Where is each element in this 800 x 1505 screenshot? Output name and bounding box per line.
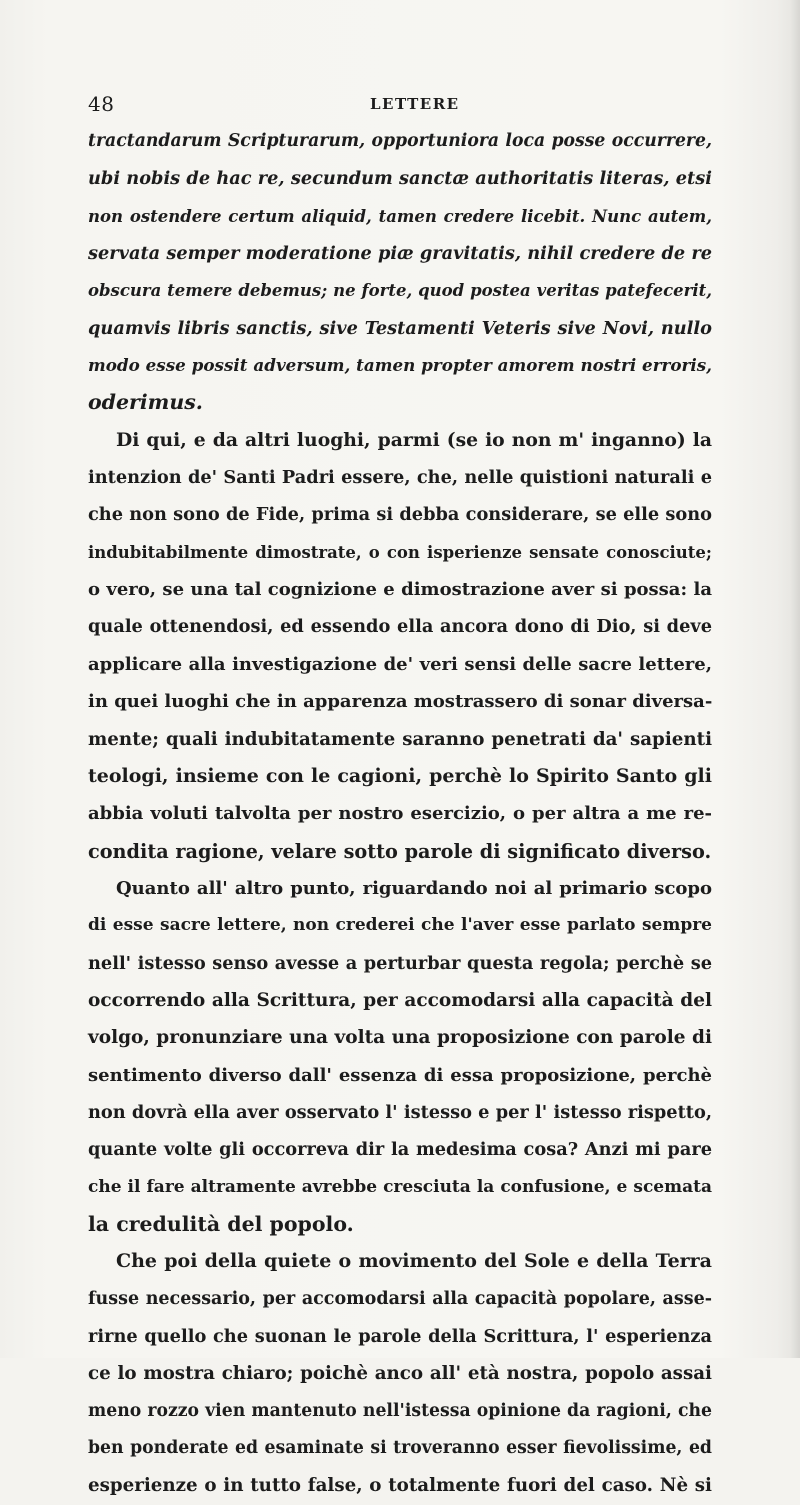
text-line: oderimus. (88, 390, 203, 415)
page-edge-shadow (790, 0, 800, 1358)
running-title: LETTERE (370, 95, 460, 113)
text-line: abbia voluti talvolta per nostro esercizio, o per altra a me re- (88, 803, 712, 825)
text-line: modo esse possit adversum, tamen propter amorem nostri erroris, (88, 355, 712, 376)
text-line: meno rozzo vien mantenuto nell'istessa opinione da ragioni, che (88, 1400, 712, 1421)
text-line: la credulità del popolo. (88, 1211, 354, 1236)
page-header (88, 92, 708, 122)
text-line: che non sono de Fide, prima si debba considerare, se elle sono (88, 504, 712, 526)
text-line: di esse sacre lettere, non crederei che l'aver esse parlato sempre (88, 915, 712, 936)
text-line: o vero, se una tal cognizione e dimostrazione aver si possa: la (88, 579, 712, 601)
text-line: condita ragione, velare sotto parole di significato diverso. (88, 839, 712, 863)
text-line: esperienze o in tutto false, o totalmente fuori del caso. Nè si (88, 1475, 712, 1497)
text-line: ubi nobis de hac re, secundum sanctæ authoritatis literas, etsi (88, 168, 712, 190)
text-line: nell' istesso senso avesse a perturbar questa regola; perchè se (88, 952, 712, 974)
page-number: 48 (88, 92, 115, 116)
text-line: tractandarum Scripturarum, opportuniora loca posse occurrere, (88, 131, 712, 151)
text-line: obscura temere debemus; ne forte, quod postea veritas patefecerit, (88, 281, 712, 301)
text-line: indubitabilmente dimostrate, o con isperienze sensate conosciute; (88, 542, 712, 562)
text-line: non dovrà ella aver osservato l' istesso e per l' istesso rispetto, (88, 1101, 712, 1123)
text-line: intenzion de' Santi Padri essere, che, nelle quistioni naturali e (88, 467, 712, 489)
text-line: servata semper moderatione piæ gravitatis, nihil credere de re (88, 243, 712, 265)
text-line: ce lo mostra chiaro; poichè anco all' età nostra, popolo assai (88, 1363, 712, 1385)
text-line: rirne quello che suonan le parole della Scrittura, l' esperienza (88, 1326, 712, 1347)
text-line: in quei luoghi che in apparenza mostrassero di sonar diversa- (88, 691, 713, 713)
text-line: applicare alla investigazione de' veri sensi delle sacre lettere, (88, 653, 712, 675)
text-line: fusse necessario, per accomodarsi alla capacità popolare, asse- (88, 1288, 712, 1309)
text-line: volgo, pronunziare una volta una proposizione con parole di (88, 1027, 712, 1049)
text-line: quamvis libris sanctis, sive Testamenti Veteris sive Novi, nullo (88, 317, 712, 339)
text-line: non ostendere certum aliquid, tamen credere licebit. Nunc autem, (88, 206, 712, 226)
text-line: occorrendo alla Scrittura, per accomodarsi alla capacità del (88, 989, 712, 1011)
text-line: quale ottenendosi, ed essendo ella ancora dono di Dio, si deve (88, 616, 712, 638)
text-line: Quanto all' altro punto, riguardando noi al primario scopo (116, 877, 712, 899)
text-line: sentimento diverso dall' essenza di essa proposizione, perchè (88, 1064, 712, 1086)
text-line: Che poi della quiete o movimento del Sole e della Terra (116, 1250, 712, 1273)
text-line: teologi, insieme con le cagioni, perchè lo Spirito Santo gli (88, 764, 712, 787)
text-line: che il fare altramente avrebbe cresciuta la confusione, e scemata (88, 1176, 712, 1197)
text-line: ben ponderate ed esaminate si troveranno esser fievolissime, ed (88, 1438, 712, 1459)
text-line: Di qui, e da altri luoghi, parmi (se io non m' inganno) la (116, 428, 712, 451)
body-text (88, 123, 712, 1505)
text-line: mente; quali indubitatamente saranno penetrati da' sapienti (88, 728, 712, 750)
text-line: quante volte gli occorreva dir la medesima cosa? Anzi mi pare (88, 1139, 712, 1161)
